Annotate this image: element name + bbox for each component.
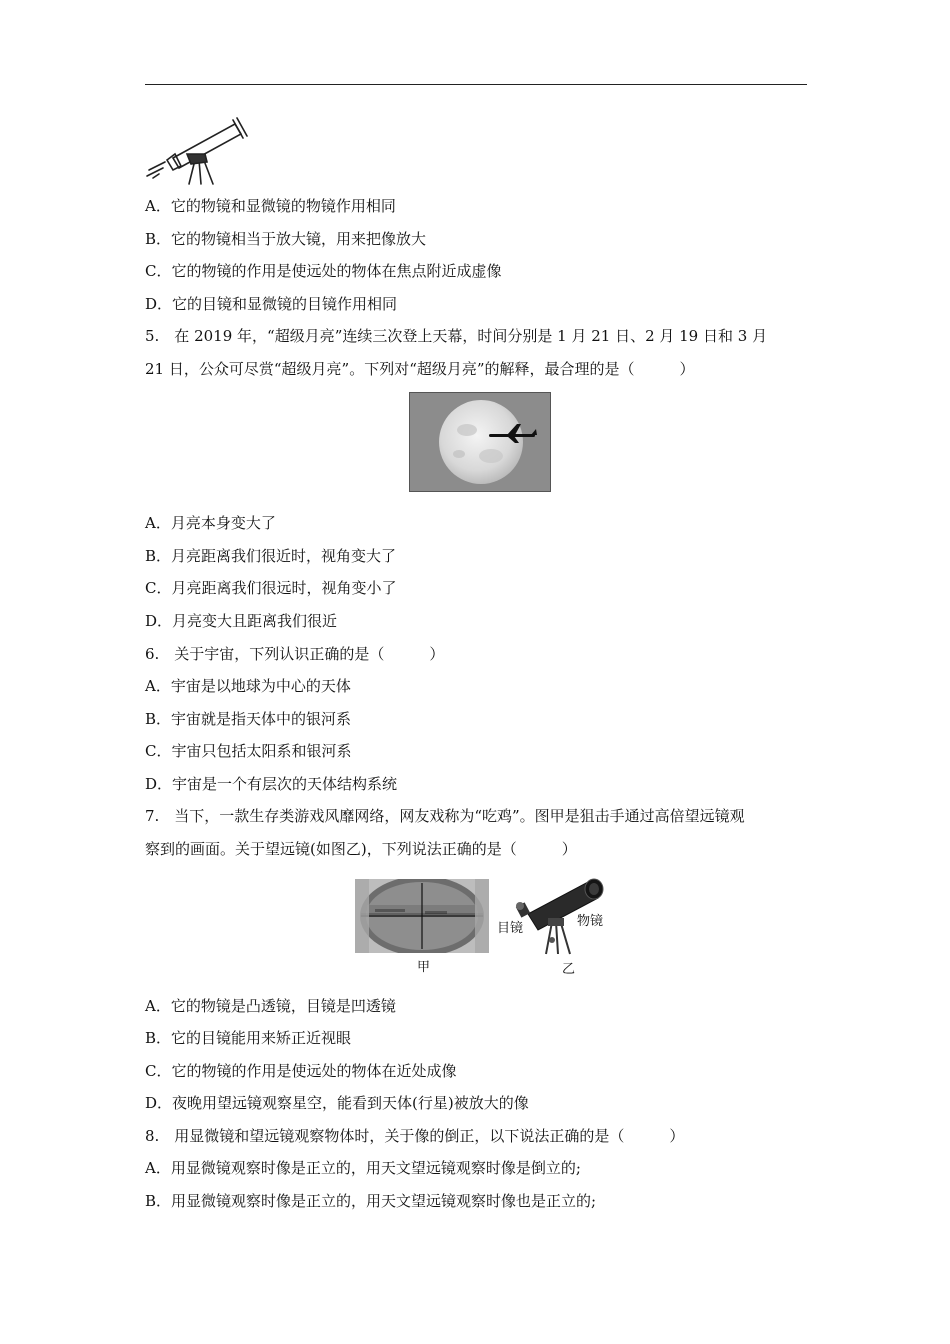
q5-stem-line1: 5. 在 2019 年，“超级月亮”连续三次登上天幕，时间分别是 1 月 21 日、2 月 19 日和 3 月: [145, 327, 768, 345]
objective-label: 物镜: [577, 914, 604, 929]
q7-option-c: C．它的物镜的作用是使远处的物体在近处成像: [145, 1062, 457, 1080]
q4-option-c: C．它的物镜的作用是使远处的物体在焦点附近成虚像: [145, 262, 502, 280]
q5-option-c: C．月亮距离我们很远时，视角变小了: [145, 579, 397, 597]
q4-option-d: D．它的目镜和显微镜的目镜作用相同: [145, 295, 398, 313]
q8-option-a: A．用显微镜观察时像是正立的，用天文望远镜观察时像是倒立的;: [145, 1159, 581, 1177]
q4-option-b: B．它的物镜相当于放大镜，用来把像放大: [145, 230, 427, 248]
q5-option-b: B．月亮距离我们很近时，视角变大了: [145, 547, 397, 565]
telescope-sketch-figure: [143, 114, 249, 188]
super-moon-photo: [409, 392, 551, 492]
q7-option-b: B．它的目镜能用来矫正近视眼: [145, 1029, 352, 1047]
eyepiece-label: 目镜: [497, 921, 524, 936]
q6-option-a: A．宇宙是以地球为中心的天体: [145, 677, 351, 695]
header-rule: [145, 84, 807, 85]
q7-stem-line1: 7. 当下，一款生存类游戏风靡网络，网友戏称为“吃鸡”。图甲是狙击手通过高倍望远镜观: [145, 807, 745, 825]
q7-stem-line2: 察到的画面。关于望远镜(如图乙)，下列说法正确的是（ ）: [145, 840, 577, 858]
q6-option-c: C．宇宙只包括太阳系和银河系: [145, 742, 352, 760]
q5-option-a: A．月亮本身变大了: [145, 514, 276, 532]
figure-jia-caption: 甲: [417, 960, 431, 975]
q7-option-d: D．夜晚用望远镜观察星空，能看到天体(行星)被放大的像: [145, 1094, 529, 1112]
q8-option-b: B．用显微镜观察时像是正立的，用天文望远镜观察时像也是正立的;: [145, 1192, 597, 1210]
figure-yi-caption: 乙: [562, 962, 576, 977]
q7-option-a: A．它的物镜是凸透镜，目镜是凹透镜: [145, 997, 396, 1015]
q6-stem: 6. 关于宇宙，下列认识正确的是（ ）: [145, 645, 445, 663]
q6-option-b: B．宇宙就是指天体中的银河系: [145, 710, 352, 728]
q5-option-d: D．月亮变大且距离我们很近: [145, 612, 338, 630]
q6-option-d: D．宇宙是一个有层次的天体结构系统: [145, 775, 398, 793]
q8-stem: 8. 用显微镜和望远镜观察物体时，关于像的倒正，以下说法正确的是（ ）: [145, 1127, 685, 1145]
q4-option-a: A．它的物镜和显微镜的物镜作用相同: [145, 197, 396, 215]
scope-view-figure: [355, 879, 489, 953]
q5-stem-line2: 21 日，公众可尽赏“超级月亮”。下列对“超级月亮”的解释，最合理的是（ ）: [145, 360, 695, 378]
